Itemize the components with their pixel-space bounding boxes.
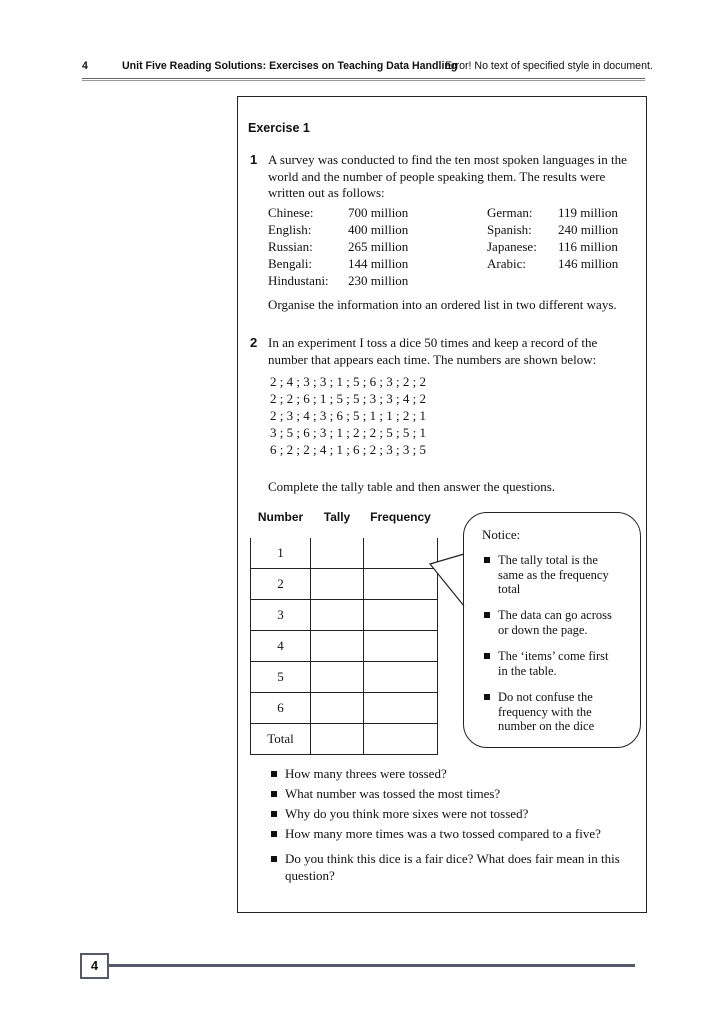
dice-row: 3 ; 5 ; 6 ; 3 ; 1 ; 2 ; 2 ; 5 ; 5 ; 1 xyxy=(270,425,427,440)
footer-rule xyxy=(109,964,635,967)
question-text: How many threes were tossed? xyxy=(285,766,447,781)
bullet-icon xyxy=(484,612,490,618)
exercise-title: Exercise 1 xyxy=(248,121,310,135)
notice-callout xyxy=(463,512,641,748)
language-name: Bengali: xyxy=(268,256,313,271)
header-frequency: Frequency xyxy=(364,504,438,538)
table-row xyxy=(251,600,438,631)
notice-item xyxy=(498,649,628,678)
notice-title: Notice: xyxy=(482,527,521,542)
question-text-continued: question? xyxy=(285,867,335,883)
table-header-row xyxy=(251,504,438,538)
question-item xyxy=(285,851,620,884)
footer-page-box xyxy=(80,953,109,979)
language-count: 265 million xyxy=(348,239,409,254)
notice-item-line: or down the page. xyxy=(498,622,588,637)
row-total-label: Total xyxy=(251,724,311,755)
table-row xyxy=(251,538,438,569)
frequency-cell[interactable] xyxy=(364,569,438,600)
language-name: Chinese: xyxy=(268,205,314,220)
bullet-icon xyxy=(271,811,277,817)
language-name: Japanese: xyxy=(487,239,537,254)
tally-cell[interactable] xyxy=(311,662,364,693)
footer-page-number: 4 xyxy=(90,958,99,973)
question-2-instruction: Complete the tally table and then answer the questions. xyxy=(268,479,556,494)
frequency-cell[interactable] xyxy=(364,693,438,724)
question-item xyxy=(285,786,500,803)
callout-pointer-path xyxy=(430,554,464,606)
question-text: How many more times was a two tossed compared to a five? xyxy=(285,826,601,841)
tally-table xyxy=(250,503,438,755)
notice-item xyxy=(498,553,628,597)
frequency-cell[interactable] xyxy=(364,662,438,693)
language-count: 146 million xyxy=(558,256,619,271)
header-rule-secondary xyxy=(82,80,645,81)
table-row xyxy=(251,693,438,724)
tally-cell[interactable] xyxy=(311,538,364,569)
header-title: Unit Five Reading Solutions: Exercises on Teaching Data Handling xyxy=(122,60,458,72)
language-count: 144 million xyxy=(348,256,409,271)
header-error-text: Error! No text of specified style in document. xyxy=(445,60,653,72)
question-item xyxy=(285,826,601,843)
notice-item-line: The tally total is the xyxy=(498,553,598,567)
question-2-line-1: In an experiment I toss a dice 50 times and keep a record of the xyxy=(268,335,598,350)
notice-item xyxy=(498,608,628,637)
table-row xyxy=(251,662,438,693)
question-1-line-1: A survey was conducted to find the ten most spoken languages in the xyxy=(268,152,627,167)
row-number: 6 xyxy=(251,693,311,724)
language-count: 230 million xyxy=(348,273,409,288)
notice-item-line: The data can go across xyxy=(498,608,612,622)
notice-item-line: in the table. xyxy=(498,663,557,678)
callout-pointer xyxy=(428,548,468,618)
table-row xyxy=(251,569,438,600)
table-row-total xyxy=(251,724,438,755)
bullet-icon xyxy=(271,771,277,777)
language-name: English: xyxy=(268,222,312,237)
question-2-number: 2 xyxy=(250,335,258,350)
header-tally: Tally xyxy=(311,504,364,538)
row-number: 4 xyxy=(251,631,311,662)
language-name: German: xyxy=(487,205,533,220)
table-row xyxy=(251,631,438,662)
question-item xyxy=(285,766,447,783)
frequency-cell[interactable] xyxy=(364,600,438,631)
language-count: 700 million xyxy=(348,205,409,220)
language-name: Hindustani: xyxy=(268,273,329,288)
tally-cell[interactable] xyxy=(311,724,364,755)
language-count: 240 million xyxy=(558,222,619,237)
bullet-icon xyxy=(484,653,490,659)
question-1-instruction: Organise the information into an ordered list in two different ways. xyxy=(268,297,617,312)
question-1-line-3: written out as follows: xyxy=(268,185,385,201)
dice-row: 6 ; 2 ; 2 ; 4 ; 1 ; 6 ; 2 ; 3 ; 3 ; 5 xyxy=(270,442,427,457)
dice-row: 2 ; 2 ; 6 ; 1 ; 5 ; 5 ; 3 ; 3 ; 4 ; 2 xyxy=(270,391,427,406)
question-1-number: 1 xyxy=(250,152,258,167)
row-number: 5 xyxy=(251,662,311,693)
tally-cell[interactable] xyxy=(311,631,364,662)
notice-item-line: number on the dice xyxy=(498,719,595,734)
row-number: 2 xyxy=(251,569,311,600)
question-text: Do you think this dice is a fair dice? What does fair mean in this xyxy=(285,851,620,866)
row-number: 3 xyxy=(251,600,311,631)
bullet-icon xyxy=(271,856,277,862)
notice-item xyxy=(498,690,628,734)
frequency-cell[interactable] xyxy=(364,538,438,569)
notice-item-line: frequency with the xyxy=(498,704,592,719)
notice-item-line: same as the frequency xyxy=(498,567,609,582)
question-2-line-2: number that appears each time. The numbers are shown below: xyxy=(268,351,597,367)
notice-item-line: total xyxy=(498,582,521,597)
bullet-icon xyxy=(484,694,490,700)
language-count: 116 million xyxy=(558,239,618,254)
language-count: 400 million xyxy=(348,222,409,237)
question-text: Why do you think more sixes were not tossed? xyxy=(285,806,529,821)
tally-cell[interactable] xyxy=(311,600,364,631)
frequency-cell[interactable] xyxy=(364,631,438,662)
notice-item-line: Do not confuse the xyxy=(498,690,593,704)
bullet-icon xyxy=(484,557,490,563)
question-1-line-2: world and the number of people speaking them. The results were xyxy=(268,168,606,184)
language-count: 119 million xyxy=(558,205,618,220)
dice-row: 2 ; 3 ; 4 ; 3 ; 6 ; 5 ; 1 ; 1 ; 2 ; 1 xyxy=(270,408,427,423)
language-name: Spanish: xyxy=(487,222,532,237)
bullet-icon xyxy=(271,791,277,797)
frequency-cell[interactable] xyxy=(364,724,438,755)
question-text: What number was tossed the most times? xyxy=(285,786,501,801)
notice-item-line: The ‘items’ come first xyxy=(498,649,609,663)
tally-cell[interactable] xyxy=(311,693,364,724)
row-number: 1 xyxy=(251,538,311,569)
dice-row: 2 ; 4 ; 3 ; 3 ; 1 ; 5 ; 6 ; 3 ; 2 ; 2 xyxy=(270,374,427,389)
language-name: Arabic: xyxy=(487,256,526,271)
header-page-number: 4 xyxy=(82,60,88,72)
bullet-icon xyxy=(271,831,277,837)
language-name: Russian: xyxy=(268,239,313,254)
tally-cell[interactable] xyxy=(311,569,364,600)
question-item xyxy=(285,806,528,823)
header-number: Number xyxy=(251,504,311,538)
header-rule xyxy=(82,78,645,79)
